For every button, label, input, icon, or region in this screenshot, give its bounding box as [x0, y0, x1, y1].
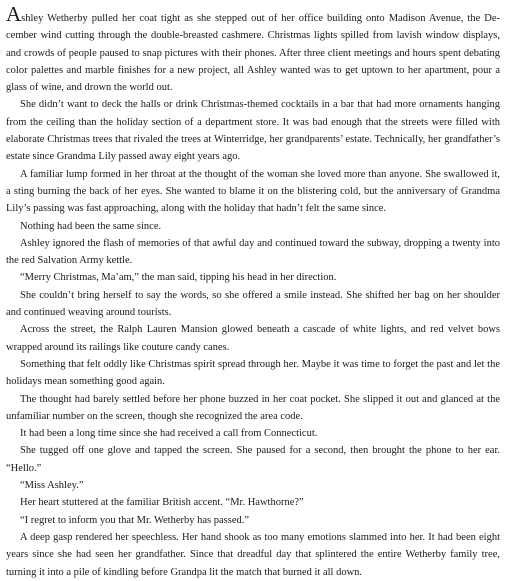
paragraph-6: “Merry Christmas, Ma’am,” the man said, tipping his head in her direction.	[20, 272, 337, 284]
paragraph-7: She couldn’t bring herself to say the words, so she offered a smile instead. She shifted her bag on her shoulder and continued weaving around tourists.	[6, 289, 500, 319]
paragraph-14: Her heart stuttered at the familiar British accent. “Mr. Hawthorne?”	[20, 497, 304, 509]
paragraph-11: It had been a long time since she had received a call from Connecticut.	[20, 428, 318, 440]
paragraph-2: She didn’t want to deck the halls or drink Christmas-themed cocktails in a bar that had more ornaments hanging from the ceiling than the holiday section of a department store. It was bad enough that the streets were filled with elaborate Christmas trees that rivaled the trees at Winterridge, her grandparents’ estate. Technically, her grandfather’s estate since Grandma Lily passed away eight years ago.	[6, 99, 500, 163]
paragraph-15: “I regret to inform you that Mr. Wetherby has passed.”	[20, 514, 250, 526]
paragraph-3: A familiar lump formed in her throat at the thought of the woman she loved more than anyone. She swallowed it, a sting burning the back of her eyes. She wanted to blame it on the blistering cold, but the anniversary of Grandma Lily’s passing was fast approaching, along with the holiday that hadn’t felt the same since.	[6, 168, 500, 215]
paragraph-10: The thought had barely settled before her phone buzzed in her coat pocket. She slipped it out and glanced at the unfamiliar number on the screen, though she recognized the area code.	[6, 393, 500, 422]
book-page	[6, 4, 500, 581]
paragraph-16: A deep gasp rendered her speechless. Her hand shook as too many emotions slammed into her. It had been eight years since she had seen her grandfather. Since that dreadful day that splintered the entire Wetherby family tree, turning it into a pile of kindling before Grandpa lit the match that burned it all down.	[6, 531, 500, 578]
paragraph-1-text: shley Wetherby pulled her coat tight as she stepped out of her office building onto Madison Avenue, the December wind cutting through the double-breasted cashmere. Christmas lights spilled from lavish window displays, and crowds of people paused to snap pictures with their phones. After three client meetings and hours spent debating color palettes and marble finishes for a new project, all Ashley wanted was to get uptown to her apartment, pour a glass of wine, and drown the world out.	[6, 13, 500, 94]
paragraph-8: Across the street, the Ralph Lauren Mansion glowed beneath a cascade of white lights, and red velvet bows wrapped around its railings like couture candy canes.	[6, 324, 500, 353]
paragraph-5: Ashley ignored the flash of memories of that awful day and continued toward the subway, dropping a twenty into the red Salvation Army kettle.	[6, 237, 500, 267]
paragraph-13: “Miss Ashley.”	[20, 480, 84, 492]
paragraph-1	[6, 4, 500, 96]
paragraph-9: Something that felt oddly like Christmas spirit spread through her. Maybe it was time to forget the past and let the holidays mean something good again.	[6, 358, 500, 388]
drop-cap-initial: A	[6, 2, 22, 26]
paragraph-12: She tugged off one glove and tapped the screen. She paused for a second, then brought the phone to her ear. “Hello.”	[6, 445, 500, 474]
paragraph-4: Nothing had been the same since.	[20, 220, 162, 232]
